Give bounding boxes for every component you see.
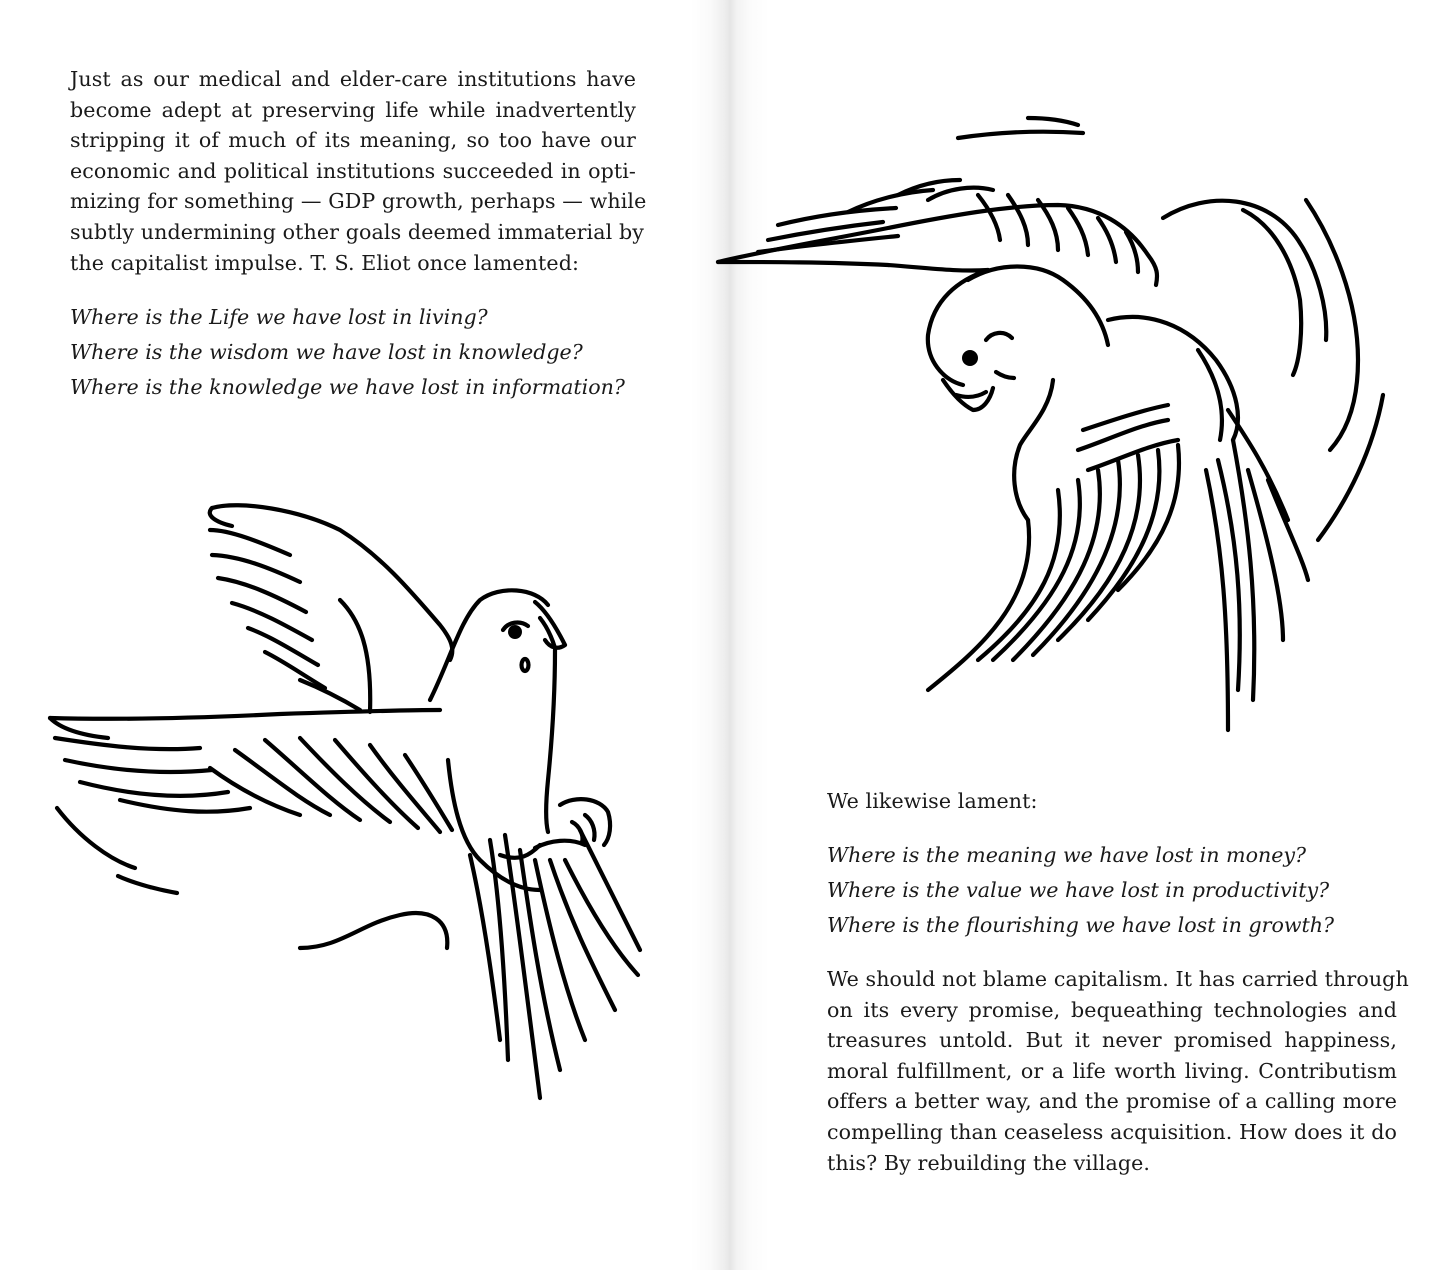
upper-wing-feather [1008,195,1028,245]
head-top [968,267,1108,346]
cheek-mark [996,372,1014,378]
motion-line [1028,118,1078,125]
quote-line: Where is the meaning we have lost in money? [827,843,1307,867]
paragraph-line: We should not blame capitalism. It has carried through [827,967,1409,991]
foot-toe [572,822,583,842]
eye-icon [508,625,522,639]
upper-wing-feather [248,628,318,665]
upper-wing-feather [300,680,360,710]
paragraph-line: offers a better way, and the promise of a calling more [827,1089,1397,1114]
tail-feather [580,830,640,950]
paragraph-line: economic and political institutions succeeded in opti- [70,158,636,183]
paragraph-line: treasures untold. But it never promised happiness, [827,1028,1397,1053]
back-outline [1108,317,1238,440]
lower-wing-edge [928,520,1029,690]
paragraph-line: mizing for something — GDP growth, perhaps — while [70,189,647,214]
motion-line [1306,200,1358,450]
paragraph-line: this? By rebuilding the village. [827,1150,1151,1175]
upper-wing-feather [1098,218,1116,262]
lower-wing-covert [1083,405,1168,430]
quote-line: Where is the wisdom we have lost in knowledge? [70,340,583,364]
lower-wing-feather [80,782,228,796]
lower-wing-feather [120,800,250,812]
paragraph-line: compelling than ceaseless acquisition. How does it do [827,1119,1397,1144]
foot-toe [585,815,595,840]
eye-icon [962,350,978,366]
head-outline [928,270,988,385]
quote-line: Where is the Life we have lost in living? [70,305,488,329]
motion-line [57,808,135,868]
paragraph-line: subtly undermining other goals deemed immaterial by [70,219,644,244]
motion-line [958,132,1083,138]
upper-wing-inner [340,600,370,712]
upper-wing-feather [978,195,1000,240]
paragraph-line: the capitalist impulse. T. S. Eliot once lamented: [70,250,580,275]
paragraph-line: on its every promise, bequeathing technologies and [827,997,1397,1022]
quote-line: Where is the flourishing we have lost in growth? [827,913,1335,937]
chest-line [546,650,555,832]
chest-line [1014,380,1053,520]
upper-wing-feather [210,530,290,555]
upper-wing-feather [1038,200,1058,250]
foot [535,841,585,848]
tail-feather [1206,470,1228,730]
motion-line [300,913,447,948]
upper-wing-feather [1068,208,1088,255]
upper-wing-edge [718,205,1157,285]
lower-wing-feather [50,718,108,738]
paragraph-line: moral fulfillment, or a life worth living. Contributism [827,1058,1397,1083]
lower-wing-feather [55,738,200,749]
quote-line: Where is the knowledge we have lost in information? [70,375,625,399]
paragraph-line: Just as our medical and elder-care institutions have [70,67,636,91]
cheek-mark [522,659,529,671]
lower-wing-top [50,710,440,719]
upper-wing-lower-edge [718,262,988,271]
quote-line: Where is the value we have lost in productivity? [827,878,1330,902]
upper-wing-feather [928,188,993,200]
motion-line [118,876,177,893]
lower-wing-feather [65,760,212,772]
upper-wing-feather [210,508,232,526]
upper-wing-feather [898,180,960,195]
beak [535,602,565,648]
upper-wing-feather [265,652,325,688]
upper-wing-edge [212,505,452,660]
right-bird-illustration [728,0,1456,1270]
eye-brow [986,333,1012,340]
beak-line [956,392,986,397]
paragraph-line: stripping it of much of its meaning, so too have our [70,128,636,153]
right-intro: We likewise lament: [827,789,1038,813]
upper-wing-feather [218,578,306,612]
lower-wing-covert [1088,440,1178,470]
paragraph-line: become adept at preserving life while inadvertently [70,97,636,122]
head-outline [430,590,548,700]
